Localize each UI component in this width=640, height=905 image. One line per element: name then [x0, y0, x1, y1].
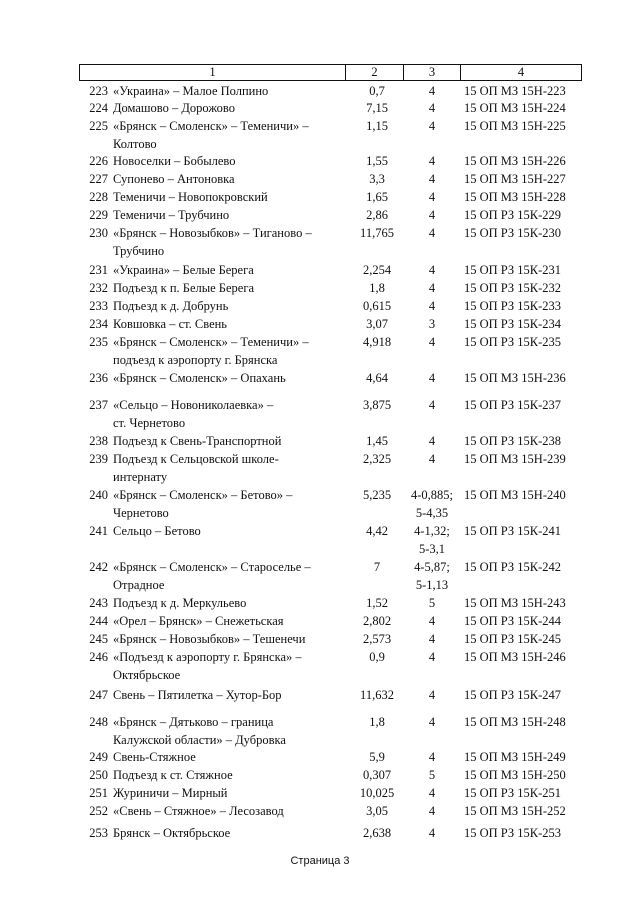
road-category-line: 4 [428, 398, 436, 412]
road-length: 1,8 [369, 281, 385, 295]
row-number: 242 [89, 560, 108, 574]
road-name [113, 687, 345, 705]
header-col-4: 4 [517, 65, 525, 79]
road-id-code: 15 ОП РЗ 15К-245 [464, 632, 562, 646]
road-length: 7 [373, 560, 381, 574]
road-category [402, 595, 462, 613]
road-name-line: Ковшовка – ст. Свень [113, 317, 228, 331]
road-id-code: 15 ОП МЗ 15Н-225 [464, 119, 566, 133]
road-category-line: 4 [428, 119, 436, 133]
road-category-line: 4 [428, 101, 436, 115]
road-length: 7,15 [366, 101, 388, 115]
road-category-line: 4 [428, 614, 436, 628]
road-length: 11,765 [360, 226, 394, 240]
row-number: 228 [89, 190, 108, 204]
row-number: 252 [89, 804, 108, 818]
road-category [402, 749, 462, 767]
road-length: 11,632 [360, 688, 394, 702]
road-name-line: Подъезд к д. Добрунь [113, 299, 229, 313]
road-name [113, 559, 345, 594]
road-name-line: Отрадное [113, 577, 165, 592]
row-number: 231 [89, 263, 108, 277]
road-id-code: 15 ОП МЗ 15Н-243 [464, 596, 566, 610]
road-id-code: 15 ОП РЗ 15К-231 [464, 263, 562, 277]
road-name-line: Журиничи – Мирный [113, 786, 228, 800]
row-number: 234 [89, 317, 108, 331]
road-category-line: 4 [428, 750, 436, 764]
row-number: 246 [89, 650, 108, 664]
road-length: 2,254 [362, 263, 392, 277]
row-number: 238 [89, 434, 108, 448]
row-number: 248 [89, 715, 108, 729]
road-length: 1,45 [366, 434, 388, 448]
road-name [113, 280, 345, 298]
road-length: 0,615 [362, 299, 392, 313]
road-category-line: 5 [428, 768, 436, 782]
road-name-line: «Подъезд к аэропорту г. Брянска» – [113, 650, 302, 664]
road-name [113, 298, 345, 316]
road-category [402, 451, 462, 469]
row-number: 225 [89, 119, 108, 133]
road-name-line: Свень-Стяжное [113, 750, 196, 764]
road-name-line: Колтово [113, 136, 157, 151]
road-name [113, 153, 345, 171]
road-name-line: «Брянск – Дятьково – граница [113, 715, 274, 729]
road-name-line: подъезд к аэропорту г. Брянска [113, 352, 278, 367]
row-number: 245 [89, 632, 108, 646]
road-name-line: Калужской области» – Дубровка [113, 732, 286, 747]
road-category [402, 714, 462, 732]
road-category-line: 4-1,32; [414, 524, 450, 538]
road-id-code: 15 ОП МЗ 15Н-252 [464, 804, 566, 818]
road-name-line: «Брянск – Новозыбков» – Тешенечи [113, 632, 306, 646]
road-category [402, 83, 462, 101]
road-id-code: 15 ОП РЗ 15К-253 [464, 826, 562, 840]
road-category-line: 4 [428, 335, 436, 349]
road-name-line: Теменичи – Новопокровский [113, 190, 268, 204]
road-category-line: 4 [428, 452, 436, 466]
road-name-line: Октябрьское [113, 667, 181, 682]
road-category [402, 803, 462, 821]
road-name [113, 613, 345, 631]
row-number: 239 [89, 452, 108, 466]
road-name [113, 433, 345, 451]
road-name-line: Чернетово [113, 505, 169, 520]
road-length: 0,9 [369, 650, 385, 664]
header-col-3: 3 [428, 65, 436, 79]
road-id-code: 15 ОП РЗ 15К-247 [464, 688, 562, 702]
road-id-code: 15 ОП РЗ 15К-241 [464, 524, 562, 538]
road-category [402, 153, 462, 171]
road-category-line: 4 [428, 804, 436, 818]
road-name [113, 487, 345, 522]
road-category [402, 280, 462, 298]
road-length: 4,42 [366, 524, 388, 538]
road-name-line: «Брянск – Смоленск» – Теменичи» – [113, 335, 309, 349]
road-id-code: 15 ОП МЗ 15Н-224 [464, 101, 566, 115]
road-id-code: 15 ОП МЗ 15Н-248 [464, 715, 566, 729]
road-id-code: 15 ОП РЗ 15К-233 [464, 299, 562, 313]
road-length: 2,86 [366, 208, 388, 222]
road-category-line: 4-5,87; [414, 560, 450, 574]
road-name [113, 316, 345, 334]
road-category [402, 613, 462, 631]
road-category [402, 334, 462, 352]
row-number: 235 [89, 335, 108, 349]
road-name [113, 451, 345, 486]
row-number: 226 [89, 154, 108, 168]
road-category [402, 687, 462, 705]
road-name [113, 83, 345, 101]
road-category-line: 4 [428, 208, 436, 222]
road-name [113, 595, 345, 613]
road-name [113, 631, 345, 649]
road-name-line: Свень – Пятилетка – Хутор-Бор [113, 688, 282, 702]
road-category [402, 559, 462, 594]
road-category [402, 189, 462, 207]
road-category-line: 4 [428, 371, 436, 385]
road-category [402, 118, 462, 136]
road-name [113, 397, 345, 432]
road-name-line: Супонево – Антоновка [113, 172, 235, 186]
road-name [113, 100, 345, 118]
page-number: Страница 3 [290, 855, 350, 867]
road-id-code: 15 ОП РЗ 15К-244 [464, 614, 562, 628]
road-category-line: 4 [428, 650, 436, 664]
road-name-line: Брянск – Октябрьское [113, 826, 231, 840]
road-category-line: 4 [428, 299, 436, 313]
road-category [402, 316, 462, 334]
road-name-line: «Свень – Стяжное» – Лесозавод [113, 804, 284, 818]
header-col-2: 2 [371, 65, 378, 79]
road-category [402, 225, 462, 243]
road-category-line: 4 [428, 826, 436, 840]
road-name-line: интернату [113, 469, 168, 484]
road-category [402, 487, 462, 522]
road-length: 4,64 [366, 371, 388, 385]
road-name-line: Подъезд к Сельцовской школе- [113, 452, 279, 466]
road-name-line: Подъезд к д. Меркульево [113, 596, 247, 610]
road-category [402, 370, 462, 388]
row-number: 237 [89, 398, 108, 412]
road-category-line: 5-3,1 [418, 541, 446, 556]
road-category-line: 5 [428, 596, 436, 610]
road-category [402, 171, 462, 189]
road-length: 1,55 [366, 154, 388, 168]
road-name [113, 785, 345, 803]
road-id-code: 15 ОП РЗ 15К-251 [464, 786, 562, 800]
road-length: 3,3 [369, 172, 385, 186]
road-name-line: Сельцо – Бетово [113, 524, 201, 538]
road-id-code: 15 ОП РЗ 15К-235 [464, 335, 562, 349]
row-number: 243 [89, 596, 108, 610]
road-name-line: Трубчино [113, 243, 165, 258]
road-name-line: Новоселки – Бобылево [113, 154, 236, 168]
row-number: 236 [89, 371, 108, 385]
road-name-line: Домашово – Дорожово [113, 101, 235, 115]
road-name-line: «Брянск – Смоленск» – Староселье – [113, 560, 311, 574]
road-length: 2,802 [362, 614, 392, 628]
road-length: 3,875 [362, 398, 392, 412]
road-length: 5,9 [369, 750, 385, 764]
road-name [113, 803, 345, 821]
road-category-line: 4 [428, 715, 436, 729]
road-id-code: 15 ОП РЗ 15К-237 [464, 398, 562, 412]
row-number: 232 [89, 281, 108, 295]
road-name-line: «Украина» – Белые Берега [113, 263, 254, 277]
road-name [113, 262, 345, 280]
road-id-code: 15 ОП РЗ 15К-242 [464, 560, 562, 574]
road-name [113, 825, 345, 843]
road-name [113, 189, 345, 207]
road-category [402, 649, 462, 667]
road-category-line: 4 [428, 154, 436, 168]
road-category-line: 4-0,885; [410, 488, 453, 502]
row-number: 233 [89, 299, 108, 313]
road-name [113, 767, 345, 785]
road-name-line: «Брянск – Смоленск» – Опахань [113, 371, 286, 385]
road-category [402, 785, 462, 803]
road-category-line: 4 [428, 281, 436, 295]
road-id-code: 15 ОП МЗ 15Н-240 [464, 488, 566, 502]
row-number: 247 [89, 688, 108, 702]
road-category-line: 4 [428, 263, 436, 277]
road-category [402, 100, 462, 118]
road-length: 1,65 [366, 190, 388, 204]
road-name-line: «Орел – Брянск» – Снежетьская [113, 614, 284, 628]
road-name [113, 749, 345, 767]
road-category [402, 397, 462, 415]
road-length: 3,07 [366, 317, 388, 331]
row-number: 229 [89, 208, 108, 222]
road-category-line: 4 [428, 786, 436, 800]
road-length: 4,918 [362, 335, 392, 349]
row-number: 253 [89, 826, 108, 840]
road-id-code: 15 ОП МЗ 15Н-246 [464, 650, 566, 664]
road-category [402, 433, 462, 451]
road-name-line: «Брянск – Новозыбков» – Тиганово – [113, 226, 312, 240]
road-name-line: «Украина» – Малое Полпино [113, 84, 269, 98]
road-id-code: 15 ОП РЗ 15К-238 [464, 434, 562, 448]
road-name [113, 225, 345, 260]
road-category [402, 298, 462, 316]
row-number: 244 [89, 614, 108, 628]
road-length: 2,325 [362, 452, 392, 466]
road-id-code: 15 ОП МЗ 15Н-227 [464, 172, 566, 186]
row-number: 249 [89, 750, 108, 764]
header-col-1: 1 [209, 65, 216, 79]
row-number: 224 [89, 101, 108, 115]
road-length: 2,573 [362, 632, 392, 646]
row-number: 227 [89, 172, 108, 186]
road-name-line: «Брянск – Смоленск» – Бетово» – [113, 488, 293, 502]
road-length: 2,638 [362, 826, 392, 840]
road-category [402, 767, 462, 785]
road-category-line: 4 [428, 84, 436, 98]
road-name-line: Подъезд к ст. Стяжное [113, 768, 233, 782]
road-category-line: 3 [428, 317, 436, 331]
road-length: 1,8 [369, 715, 385, 729]
road-name-line: «Сельцо – Новониколаевка» – [113, 398, 274, 412]
road-category-line: 4 [428, 688, 436, 702]
road-id-code: 15 ОП МЗ 15Н-236 [464, 371, 566, 385]
road-id-code: 15 ОП МЗ 15Н-250 [464, 768, 566, 782]
table-header [79, 64, 582, 81]
road-name [113, 714, 345, 749]
road-name [113, 334, 345, 369]
row-number: 241 [89, 524, 108, 538]
row-number: 223 [89, 84, 108, 98]
road-length: 0,307 [362, 768, 392, 782]
road-name-line: Подъезд к Свень-Транспортной [113, 434, 282, 448]
road-id-code: 15 ОП РЗ 15К-230 [464, 226, 562, 240]
road-category-line: 4 [428, 226, 436, 240]
road-length: 0,7 [369, 84, 385, 98]
road-name [113, 118, 345, 153]
road-length: 1,52 [366, 596, 388, 610]
road-name-line: «Брянск – Смоленск» – Теменичи» – [113, 119, 309, 133]
road-id-code: 15 ОП РЗ 15К-229 [464, 208, 562, 222]
road-name [113, 523, 345, 541]
road-name [113, 207, 345, 225]
road-category-line: 5-1,13 [415, 577, 449, 592]
road-name [113, 649, 345, 684]
road-id-code: 15 ОП МЗ 15Н-239 [464, 452, 566, 466]
road-category-line: 4 [428, 632, 436, 646]
road-id-code: 15 ОП МЗ 15Н-228 [464, 190, 566, 204]
road-category-line: 4 [428, 172, 436, 186]
road-id-code: 15 ОП МЗ 15Н-249 [464, 750, 566, 764]
road-category [402, 262, 462, 280]
row-number: 250 [89, 768, 108, 782]
road-length: 1,15 [366, 119, 388, 133]
road-category-line: 4 [428, 190, 436, 204]
road-name-line: Теменичи – Трубчино [113, 208, 230, 222]
road-category [402, 825, 462, 843]
road-category-line: 4 [428, 434, 436, 448]
road-length: 10,025 [359, 786, 395, 800]
road-name [113, 171, 345, 189]
road-name [113, 370, 345, 388]
road-id-code: 15 ОП РЗ 15К-234 [464, 317, 562, 331]
road-category-line: 5-4,35 [415, 505, 449, 520]
road-length: 5,235 [362, 488, 392, 502]
road-id-code: 15 ОП МЗ 15Н-226 [464, 154, 566, 168]
road-category [402, 523, 462, 558]
road-id-code: 15 ОП МЗ 15Н-223 [464, 84, 566, 98]
row-number: 251 [89, 786, 108, 800]
road-category [402, 207, 462, 225]
row-number: 240 [89, 488, 108, 502]
road-category [402, 631, 462, 649]
road-length: 3,05 [366, 804, 388, 818]
road-name-line: Подъезд к п. Белые Берега [113, 281, 255, 295]
road-name-line: ст. Чернетово [113, 415, 186, 430]
row-number: 230 [89, 226, 108, 240]
road-id-code: 15 ОП РЗ 15К-232 [464, 281, 562, 295]
